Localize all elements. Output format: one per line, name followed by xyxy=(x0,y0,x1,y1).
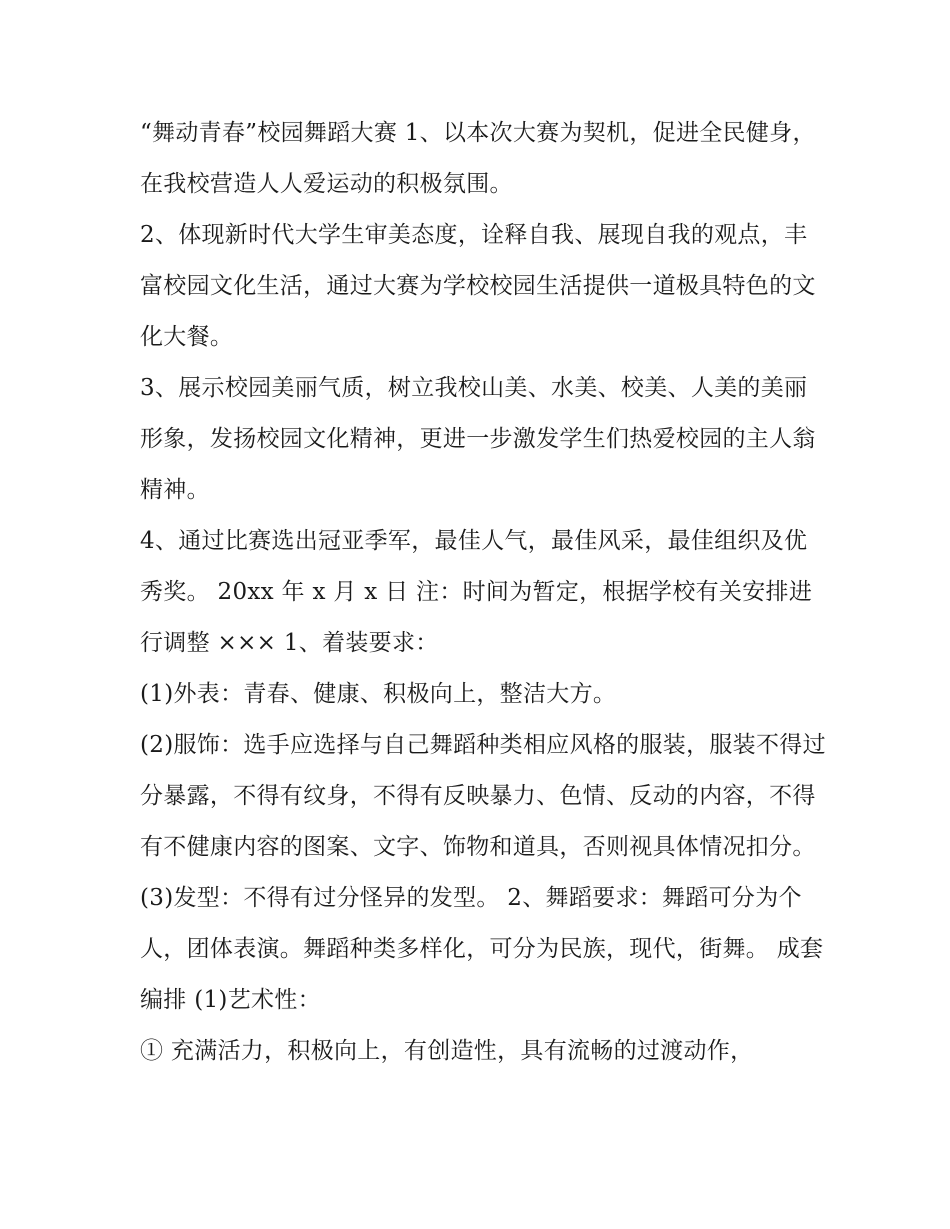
paragraph-purpose-1: “舞动青春”校园舞蹈大赛 1、以本次大赛为契机，促进全民健身，在我校营造人人爱运动的积极氛围。 xyxy=(140,120,816,197)
paragraph-costume: (2)服饰：选手应选择与自己舞蹈种类相应风格的服装，服装不得过分暴露，不得有纹身，不得有反映暴力、色情、反动的内容，不得有不健康内容的图案、文字、饰物和道具，否则视具体情况扣分。 xyxy=(140,732,826,860)
paragraph-purpose-3: 3、展示校园美丽气质，树立我校山美、水美、校美、人美的美丽形象，发扬校园文化精神，更进一步激发学生们热爱校园的主人翁精神。 xyxy=(140,375,816,503)
paragraph-purpose-2: 2、体现新时代大学生审美态度，诠释自我、展现自我的观点，丰富校园文化生活，通过大赛为学校校园生活提供一道极具特色的文化大餐。 xyxy=(140,222,816,350)
paragraph-hairstyle-dance: (3)发型：不得有过分怪异的发型。 2、舞蹈要求：舞蹈可分为个人，团体表演。舞蹈种类多样化，可分为民族，现代，街舞。 成套编排 (1)艺术性： xyxy=(140,885,824,1013)
paragraph-appearance: (1)外表：青春、健康、积极向上，整洁大方。 xyxy=(140,681,617,707)
document-body xyxy=(140,108,830,1077)
paragraph-artistry-1: ① 充满活力，积极向上，有创造性，具有流畅的过渡动作， xyxy=(140,1038,754,1064)
paragraph-purpose-4: 4、通过比赛选出冠亚季军，最佳人气，最佳风采，最佳组织及优秀奖。 20xx 年 x 月 x 日 注：时间为暂定，根据学校有关安排进行调整 ××× 1、着装要求： xyxy=(140,528,813,656)
